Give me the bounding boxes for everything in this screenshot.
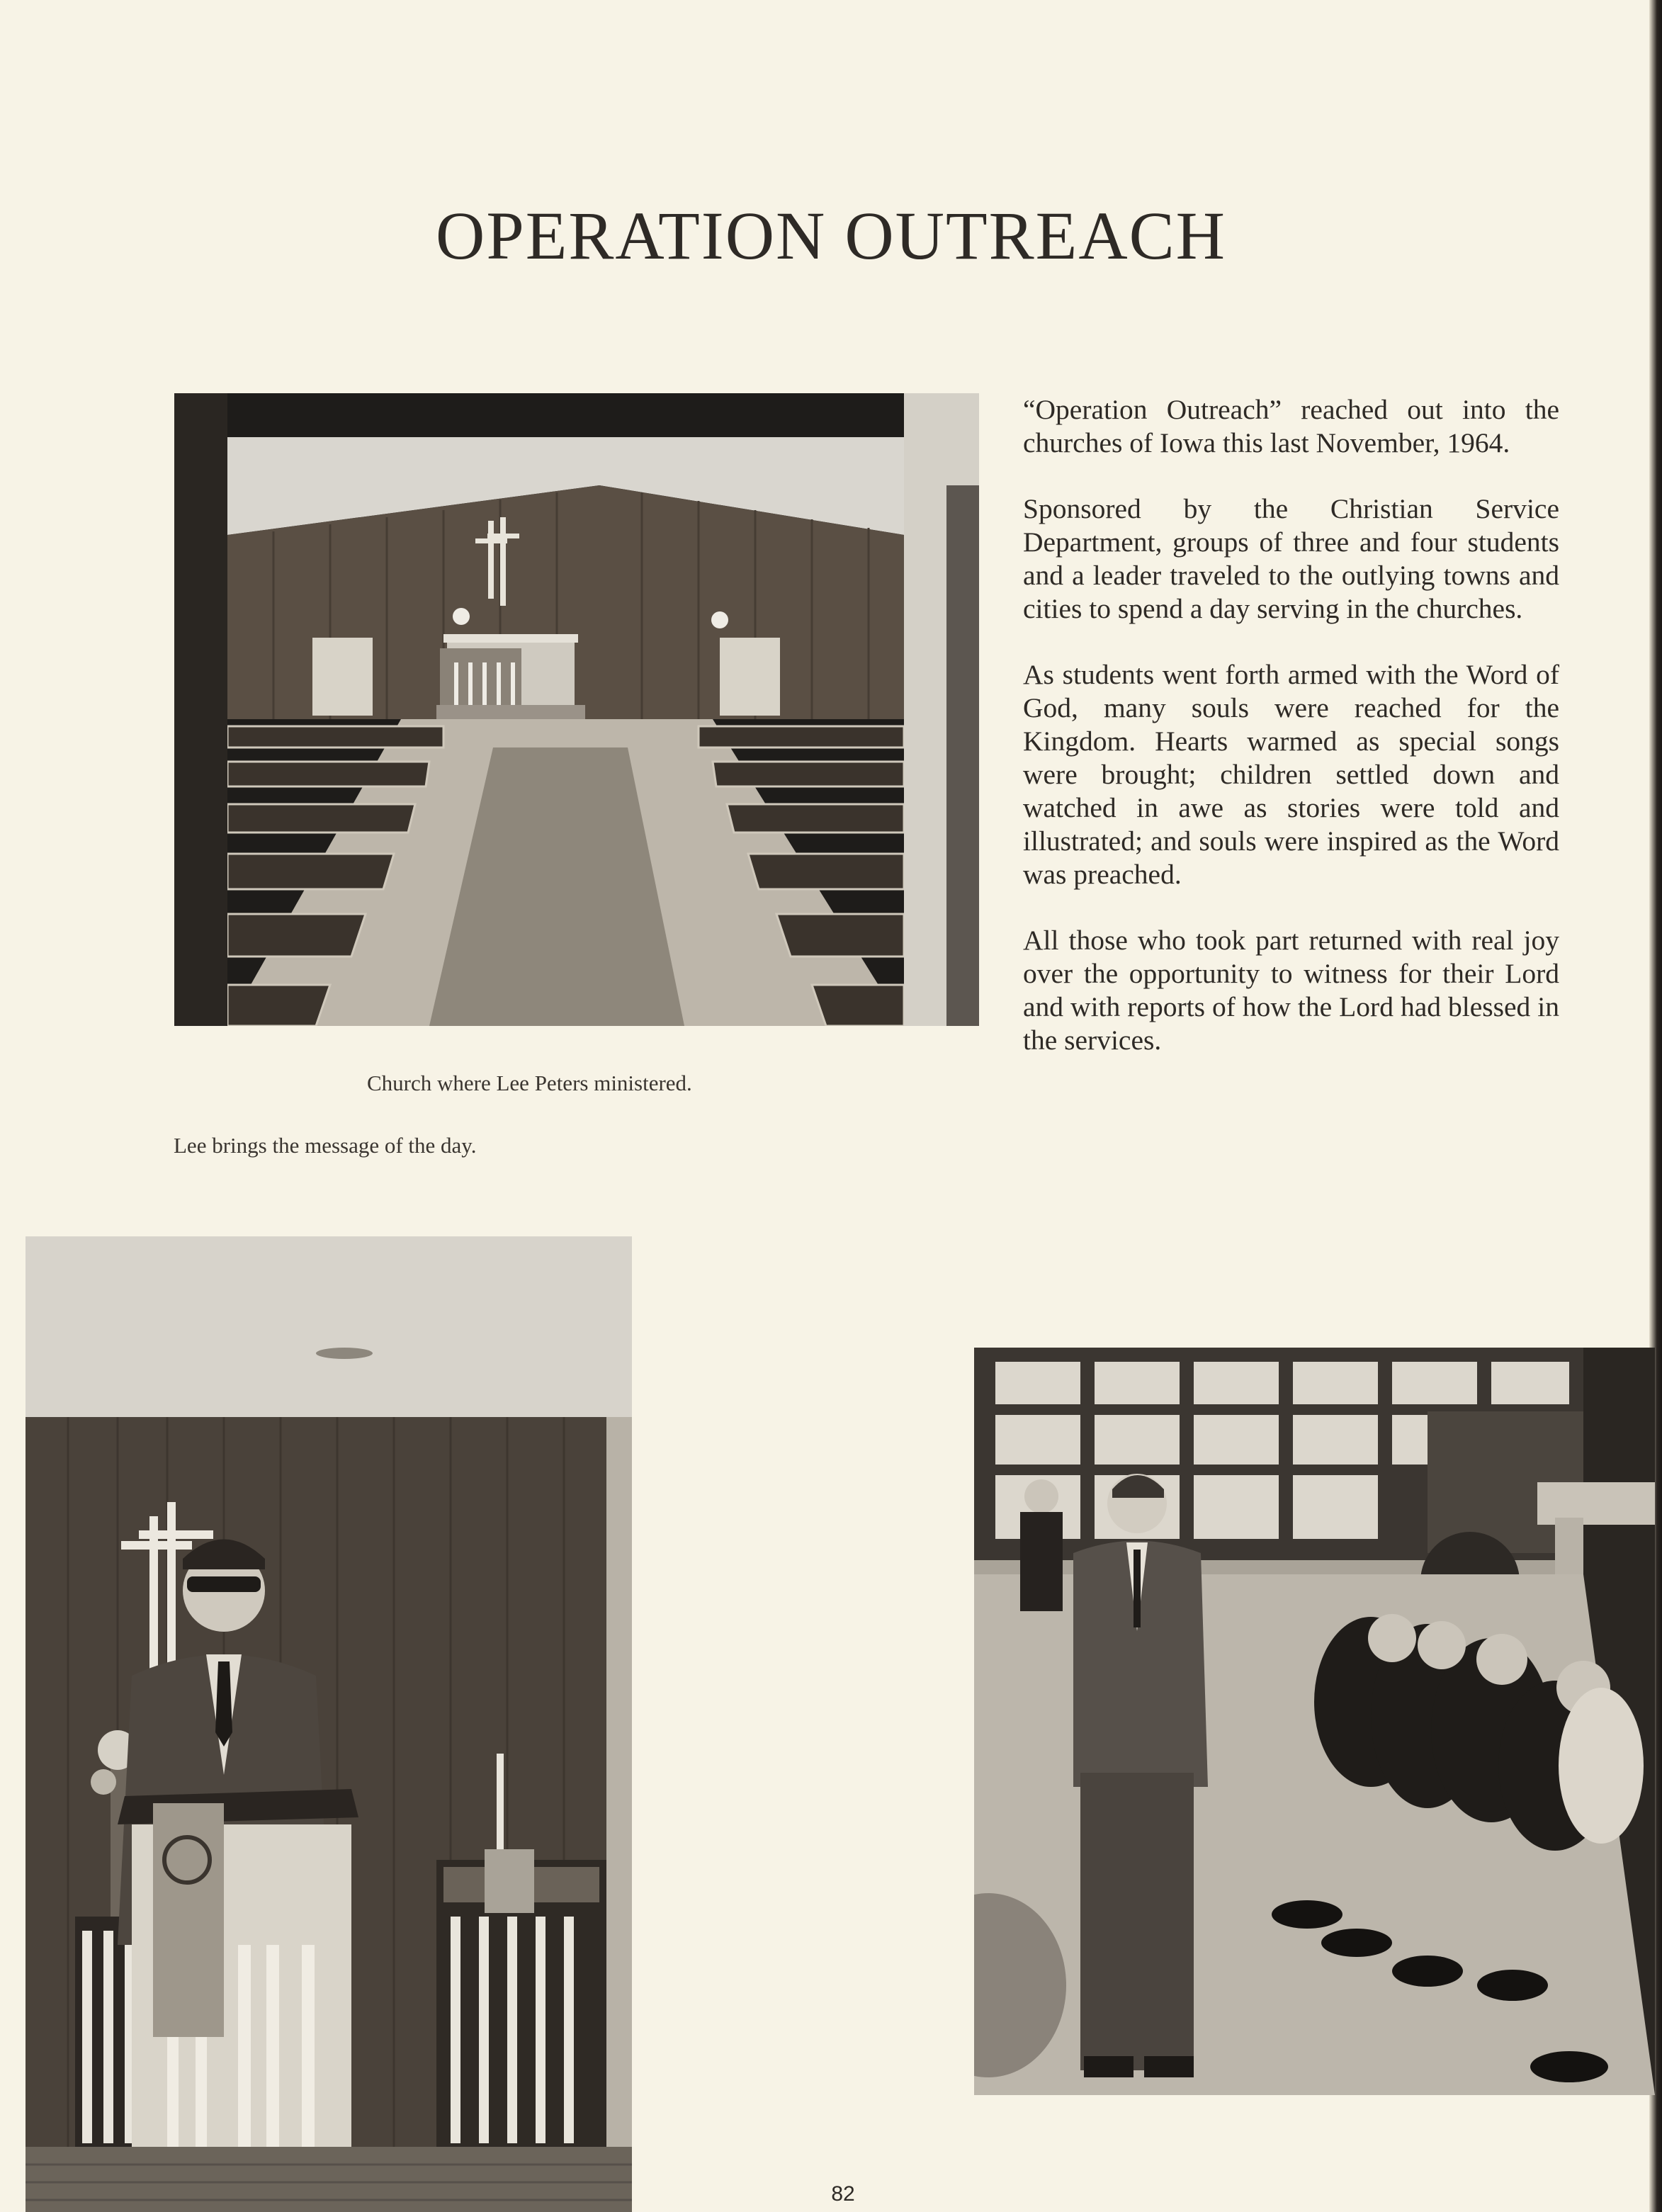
article-body xyxy=(1023,393,1559,1090)
preacher-photo xyxy=(26,1236,632,2212)
article-paragraph: Sponsored by the Christian Service Department, groups of three and four students and a leader traveled to the outlying towns and cities to spend a day serving in the churches. xyxy=(1023,493,1559,624)
church-interior-photo xyxy=(174,393,979,1026)
altar-prayer-photo xyxy=(974,1348,1655,2095)
article-paragraph: All those who took part returned with real joy over the opportunity to witness for their Lord and with reports of how the Lord had blessed in the services. xyxy=(1023,925,1559,1056)
page-number: 82 xyxy=(831,2182,855,2206)
church-interior-caption: Church where Lee Peters ministered. xyxy=(367,1071,692,1095)
page-title: OPERATION OUTREACH xyxy=(436,198,1226,273)
article-paragraph: “Operation Outreach” reached out into the churches of Iowa this last November, 1964. xyxy=(1023,394,1559,458)
preacher-caption: Lee brings the message of the day. xyxy=(174,1133,477,1158)
article-paragraph: As students went forth armed with the Word of God, many souls were reached for the Kingdom. Hearts warmed as special songs were brought; children settled down and watched in awe as stories were told and illustrated; and souls were inspired as the Word was preached. xyxy=(1023,659,1559,890)
